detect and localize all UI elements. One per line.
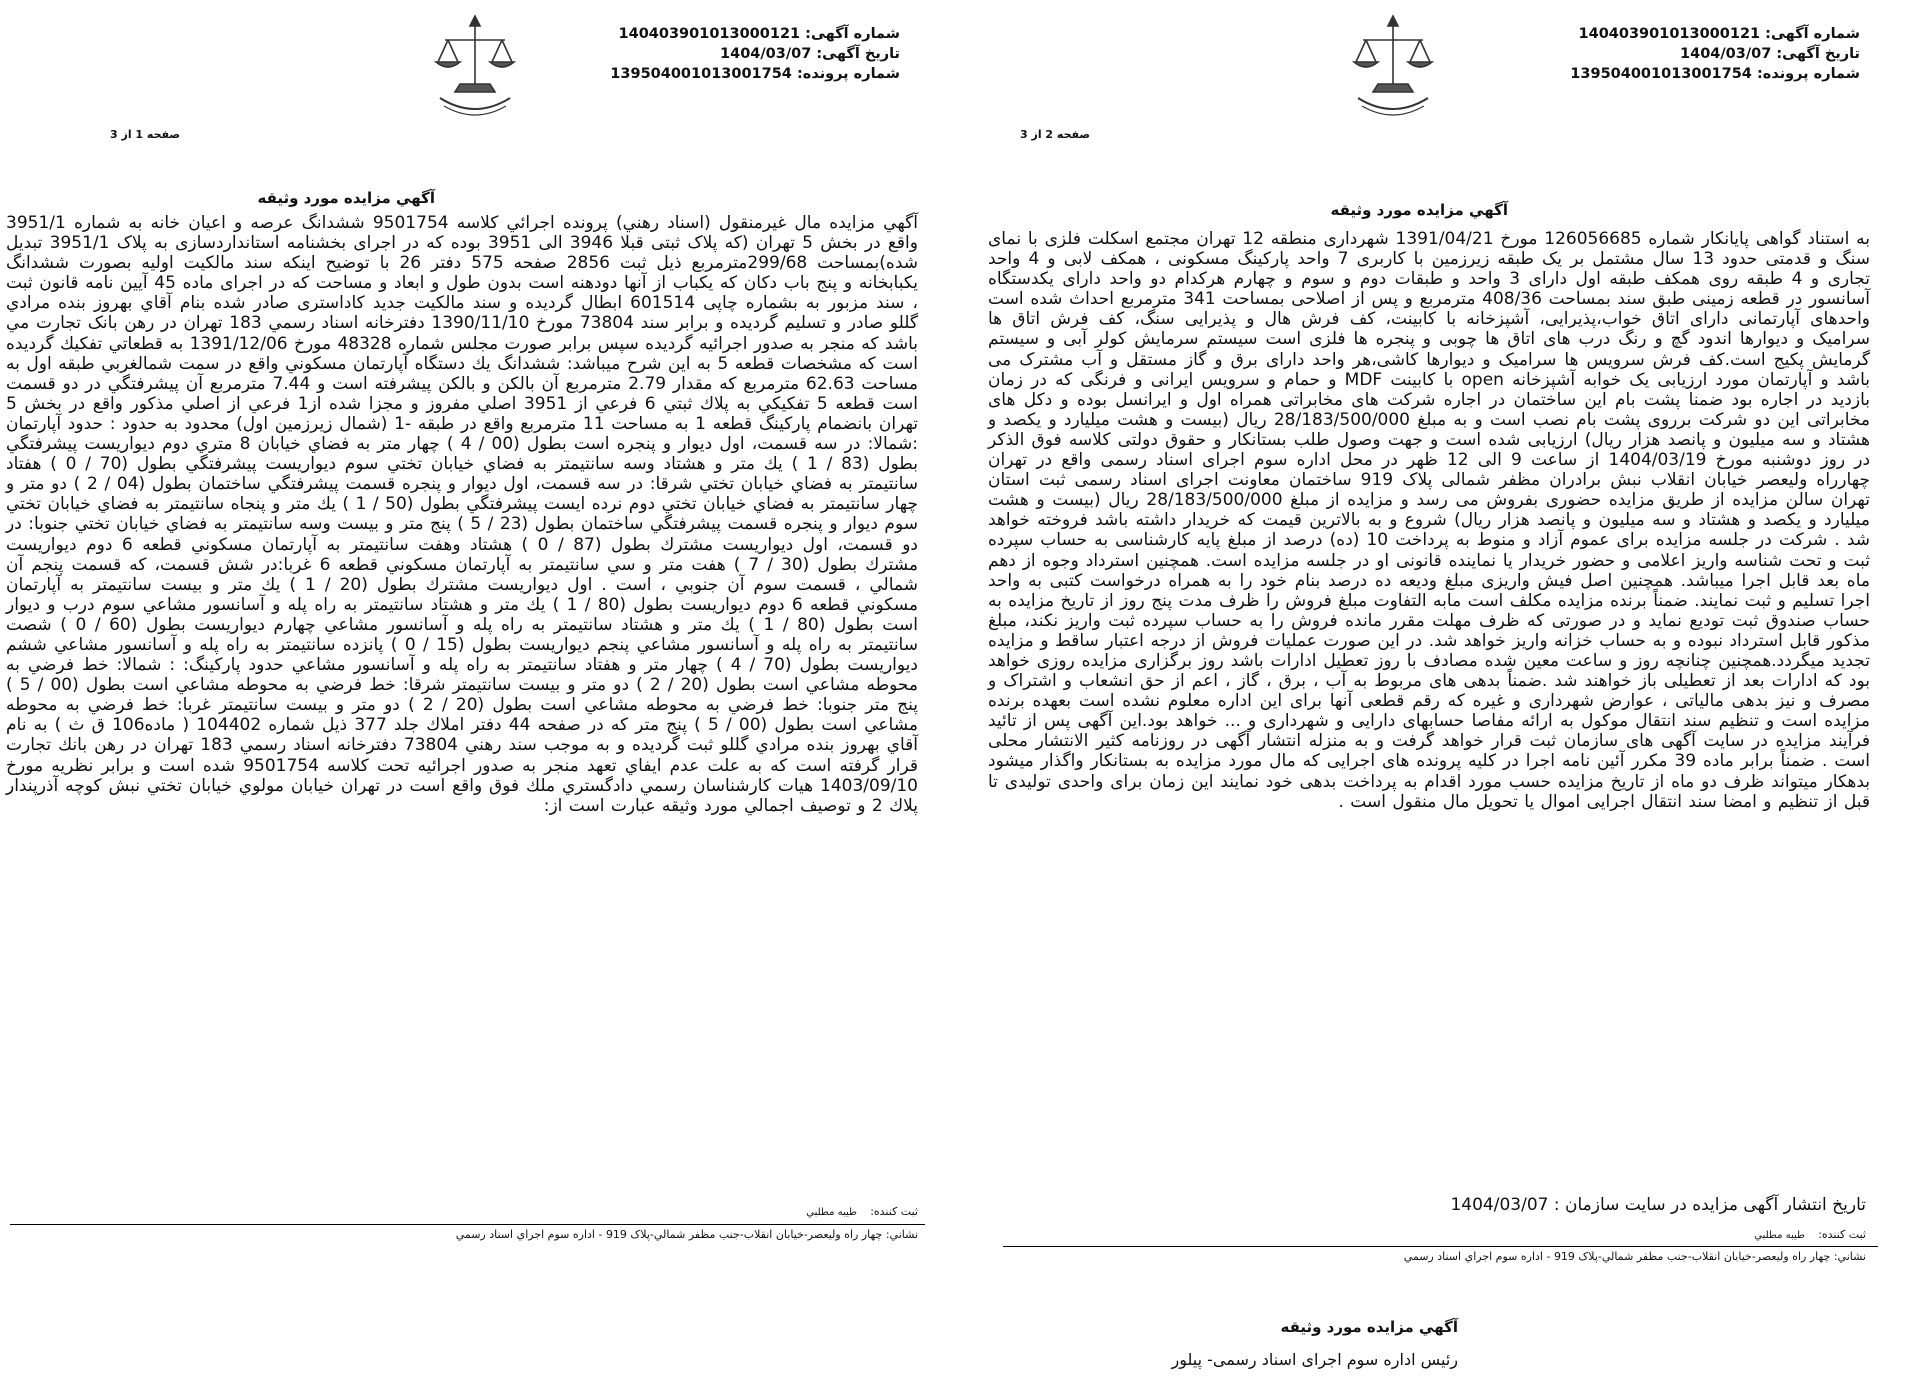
- registrar-label: ثبت کننده:: [870, 1205, 918, 1218]
- registrar-name: طيبه مطلبي: [806, 1207, 857, 1218]
- page-number: صفحه 2 از 3: [1020, 128, 1091, 141]
- registrar-name: طيبه مطلبي: [1754, 1230, 1805, 1241]
- footer-title: آگهي مزايده مورد وثيقه: [1280, 1318, 1458, 1336]
- footer-signature: رئيس اداره سوم اجرای اسناد رسمی- پیلور: [1171, 1350, 1458, 1369]
- publication-date: تاریخ انتشار آگهی مزایده در سایت سازمان : 1404/03/07: [1450, 1195, 1866, 1215]
- announcement-title: آگهي مزايده مورد وثيقه: [1330, 201, 1508, 219]
- announcement-body: به استناد گواهی پایانکار شماره 126056685 مورخ 1391/04/21 شهرداری منطقه 12 تهران مجتمع اسکلت فلزی با نمای سنگ و قدمتی حدود 13 سال مشتمل بر یک طبقه زیرزمین با کاربری 7 واحد پارکینگ مسکونی ، همکف لابی و 4 واحد تجاری و 4 طبقه روی همکف طبقه اول دارای 3 واحد و طبقات دوم و سوم و چهارم هرکدام دو واحد دارای یکدستگاه آسانسور در قطعه زمینی طبق سند بمساحت 408/36 مترمربع و پس از اصلاحی بمساحت 341 مترمربع احداث شده است واحدهای آپارتمانی دارای اتاق خواب،پذیرایی، آشپزخانه با کابینت، کف فرش هال و پذیرایی سنگ، کف فرش اتاق ها سرامیک و دیوارها اندود گچ و رنگ درب های اتاق ها چوبی و پنجره ها فلزی است سیستم سرمایش کولر آبی و سیستم گرمایش پکیج است.کف فرش سرویس ها سرامیک و دیوارها کاشی،هر واحد دارای برق و گاز مستقل و آب مشترک می باشد و آپارتمان مورد ارزیابی یک خوابه آشپزخانه open با کابینت MDF و حمام و سرویس ایرانی و فرنگی که در زمان بازدید در اجاره بود ضمنا پشت بام این ساختمان در اجاره شرکت های مخابراتی همراه اول و ایرانسل بوده و دکل های مخابراتی این دو شرکت برروی پشت بام نصب است و به مبلغ 28/183/500/000 ریال (بیست و هشت میلیارد و یکصد و هشتاد و سه میلیون و پانصد هزار ریال) ارزیابی شده است و جهت وصول طلب بستانکار و حقوق دولتی کلاسه فوق الذکر در روز دوشنبه مورخ 1404/03/19 از ساعت 9 الی 12 ظهر در محل اداره سوم اجرای اسناد رسمی واقع در تهران چهارراه ولیعصر خیابان انقلاب نبش برادران مظفر شمالی پلاک 919 ساختمان معاونت اجرای اسناد رسمی ثبت استان تهران سالن مزایده از طریق مزایده حضوری بفروش می رسد و مزایده از مبلغ 28/183/500/000 ریال (بیست و هشت میلیارد و یکصد و هشتاد و سه میلیون و پانصد هزار ریال) شروع و به بالاترین قیمت که خریدار داشته باشد فروخته خواهد شد . شرکت در جلسه مزایده برای عموم آزاد و منوط به پرداخت 10 (ده) درصد از مبلغ پایه کارشناسی به حساب سپرده ثبت و تحت شناسه واریز اعلامی و حضور خریدار یا نماینده قانونی او در جلسه مزایده است. همچنین استرداد وجوه از دهم ماه بعد قابل اجرا میباشد. همچنین اصل فیش واریزی مبلغ ودیعه ده درصد بنام خود را به همراه درخواست کتبی به واحد اجرا تسلیم و ثبت نمایند. ضمناً برنده مزایده مکلف است مابه التفاوت مبلغ فروش را ظرف مدت پنج روز از تاریخ مزایده به حساب صندوق ثبت تودیع نماید و در صورتی که ظرف مهلت مقرر مانده فروش را به حساب سپرده ثبت واریز نکند، مبلغ مذکور قابل استرداد نبوده و به حساب خزانه واریز خواهد شد. در این صورت عملیات فروش از درجه اعتبار ساقط و مزایده تجدید میگردد.همچنین چنانچه روز و ساعت معین شده مصادف با روز تعطیل ادارات باشد روز برگزاری مزایده روزی خواهد بود که ادارات بعد از تعطیلی باز خواهند شد .ضمناً بدهی های مربوط به آب ، برق ، گاز ، اعم از حق انشعاب و اشتراک و مصرف و نیز بدهی مالیاتی ، عوارض شهرداری و غیره که رقم قطعی آنها برای این اداره معلوم نشده است بعهده برنده مزایده است و تنظیم سند انتقال موکول به ارائه مفاصا حسابهای دارایی و شهرداری و ... خواهد بود.این آگهی پس از تائید فرآیند مزایده در سایت آگهی های سازمان ثبت قرار خواهد گرفت و به منزله انتشار آگهی در روزنامه کثیر الانتشار محلی است . ضمناً برابر ماده 39 مکرر آئین نامه اجرا در کلیه پرونده های اجرایی که مال مورد مزایده به بستانکار واگذار میشود بدهکار میتواند ظرف دو ماه از تاریخ مزایده حسب مورد اقدام به پرداخت بدهی خود نمایند این زمان برای واحدی تولیدی تا قبل از تنظیم و امضا سند انتقال اجرایی اموال یا تحویل مال منقول است .: [981, 229, 1871, 812]
- file-number: شماره پرونده: 139504001013001754: [610, 66, 900, 82]
- announcement-body: آگهي مزايده مال غيرمنقول (اسناد رهني) پرونده اجرائي كلاسه 9501754 ششدانگ عرصه و اعيان خانه به شماره 3951/1 واقع در بخش 5 تهران (که پلاک ثبتی قبلا 3946 الی 3951 بوده که در اجرای بخشنامه استانداردسازی به پلاک 3951/1 تبدیل شده)بمساحت 299/68مترمربع ذیل ثبت 2856 صفحه 575 دفتر 26 با توضیح اینکه سند مالکیت اولیه بصورت ششدانگ یکبابخانه و پنج باب دکان که یکباب از آنها دودهنه است بدون طول و ابعاد و مساحت که در اجرای ماده 45 آیین نامه قانون ثبت ، سند مزبور به بشماره چاپی 601514 ابطال گردیده و سند مالکیت جدید کاداستری صادر شده بنام آقاي بهروز بنده مرادي گللو صادر و تسليم گرديده و برابر سند 73804 مورخ 1390/11/10 دفترخانه اسناد رسمي 183 تهران در رهن بانک تجارت مي باشد كه منجر به صدور اجرائيه گرديده سپس برابر صورت مجلس شماره 48328 مورخ 1391/12/06 به قطعاتي تفكيك گرديده است كه مشخصات قطعه 5 به اين شرح ميباشد: ششدانگ يك دستگاه آپارتمان مسكوني واقع در سمت شمالغربي طبقه اول به مساحت 62.63 مترمربع كه مقدار 2.79 مترمربع آن بالكن و بالكن پيشرفته است و 7.44 مترمربع آن پيشرفتگي در دو قسمت است قطعه 5 تفكيكي به پلاك ثبتي 6 فرعي از 3951 اصلي مفروز و مجزا شده از1 فرعي از اصلي مذكور واقع در بخش 5 تهران بانضمام پاركينگ قطعه 1 به مساحت 11 مترمربع واقع در طبقه -1 (شمال زيرزمين اول) محدود به حدود : حدود آپارتمان :شمالا: در سه قسمت، اول ديوار و پنجره است بطول (00 / 4 ) چهار متر به فضاي خيابان 8 متري دوم ديواريست پيشرفتگي بطول (83 / 1 ) يك متر و هشتاد وسه سانتيمتر به فضاي خيابان تختي سوم ديواريست پيشرفتگي بطول (70 / 0 ) هفتاد سانتيمتر به فضاي خيابان تختي شرقا: در سه قسمت، اول ديوار و پنجره قسمت پيشرفتگي ساختمان بطول (04 / 2 ) دو متر و چهار سانتيمتر به فضاي خيابان تختي دوم نرده ايست پيشرفتگي بطول (50 / 1 ) يك متر و پنجاه سانتيمتر به فضاي خيابان تختي سوم ديوار و پنجره قسمت پيشرفتگي ساختمان بطول (23 / 5 ) پنج متر و بيست وسه سانتيمتر به فضاي خيابان تختي جنوبا: در دو قسمت، اول ديواريست مشترك بطول (87 / 0 ) هشتاد وهفت سانتيمتر به آپارتمان مسكوني قطعه 6 دوم ديواريست مشترك بطول (30 / 7 ) هفت متر و سي سانتيمتر به آپارتمان مسكوني قطعه 6 غربا:در شش قسمت، كه قسمت پنجم آن شمالي ، قسمت سوم آن جنوبي ، است . اول ديواريست مشترك بطول (20 / 1 ) يك متر و بيست سانتيمتر به آپارتمان مسكوني قطعه 6 دوم ديواريست بطول (80 / 1 ) يك متر و هشتاد سانتيمتر به راه پله و آسانسور مشاعي سوم درب و ديوار است بطول (80 / 1 ) يك متر و هشتاد سانتيمتر به راه پله و آسانسور مشاعي چهارم ديواريست بطول (60 / 0 ) شصت سانتيمتر به راه پله و آسانسور مشاعي پنجم ديواريست بطول (15 / 0 ) پانزده سانتيمتر به راه پله و آسانسور مشاعي ششم ديواريست بطول (70 / 4 ) چهار متر و هفتاد سانتيمتر به راه پله و آسانسور مشاعي حدود پاركينگ: : شمالا: خط فرضي به محوطه مشاعي است بطول (20 / 2 ) دو متر و بيست سانتيمتر شرقا: خط فرضي به محوطه مشاعي است بطول (00 / 5 ) پنج متر جنوبا: خط فرضي به محوطه مشاعي است بطول (20 / 2 ) دو متر و بيست سانتيمتر غربا: خط فرضي به محوطه مشاعي است بطول (00 / 5 ) پنج متر كه در صفحه 44 دفتر املاك جلد 377 ذيل شماره 104402 ( ماده106 ق ث ) به نام آقاي بهروز بنده مرادي گللو ثبت گرديده و به موجب سند رهني 73804 دفترخانه اسناد رسمي 183 تهران در رهن بانك تجارت قرار گرفته است كه به علت عدم ايفاي تعهد منجر به صدور اجرائيه تحت كلاسه 9501754 شده است و برابر نظريه مورخ 1403/09/10 هيات كارشناسان رسمي دادگستري ملك فوق واقع است در تهران خيابان مولوي خيابان تختي نبش كوچه آذرپندار پلاك 2 و توصيف اجمالي مورد وثيقه عبارت است از:: [0, 213, 919, 816]
- registrar-label: ثبت کننده:: [1818, 1228, 1866, 1241]
- ad-header: [610, 24, 900, 84]
- registrar: [1754, 1228, 1866, 1241]
- divider: [1003, 1246, 1878, 1247]
- ad-date: تاریخ آگهی: 1404/03/07: [1680, 46, 1860, 62]
- announcement-title: آگهي مزايده مورد وثيقه: [257, 189, 435, 207]
- divider: [10, 1224, 925, 1225]
- ad-number: شماره آگهی: 140403901013000121: [618, 26, 900, 42]
- page-number: صفحه 1 از 3: [110, 128, 181, 141]
- registrar: [806, 1205, 918, 1218]
- announcement-page-2: [978, 0, 1918, 1270]
- office-address: نشاني: چهار راه وليعصر-خيابان انقلاب-جنب مظفر شمالي-پلاک 919 - اداره سوم اجراي اسناد رسمي: [455, 1228, 918, 1241]
- office-address: نشاني: چهار راه وليعصر-خيابان انقلاب-جنب مظفر شمالي-پلاک 919 - اداره سوم اجراي اسناد رسمي: [1403, 1250, 1866, 1263]
- ad-number: شماره آگهی: 140403901013000121: [1578, 26, 1860, 42]
- announcement-page-1: [0, 0, 940, 1270]
- ad-header: [1570, 24, 1860, 84]
- judiciary-emblem-icon: [1328, 6, 1458, 126]
- ad-date: تاریخ آگهی: 1404/03/07: [720, 46, 900, 62]
- file-number: شماره پرونده: 139504001013001754: [1570, 66, 1860, 82]
- judiciary-emblem-icon: [410, 6, 540, 126]
